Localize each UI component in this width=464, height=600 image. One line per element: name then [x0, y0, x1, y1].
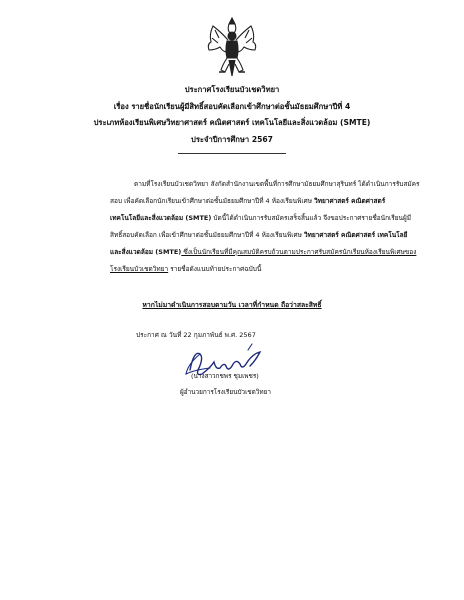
body-text: สิทธิ์สอบคัดเลือก เพื่อเข้าศึกษาต่อชั้นมัธยมศึกษาปีที่ 4 ห้องเรียนพิเศษ: [110, 231, 304, 239]
body-line-4: [110, 230, 408, 240]
school-announcement-title: ประกาศโรงเรียนบัวเชดวิทยา: [184, 85, 280, 94]
body-text: สอบ เพื่อคัดเลือกนักเรียนเข้าศึกษาต่อชั้นมัธยมศึกษาปีที่ 4 ห้องเรียนพิเศษ: [110, 197, 315, 205]
signer-position: ผู้อำนวยการโรงเรียนบัวเชดวิทยา: [180, 388, 271, 396]
body-line-3: [110, 213, 412, 223]
program-title: ประเภทห้องเรียนพิเศษวิทยาศาสตร์ คณิตศาสตร์ เทคโนโลยีและสิ่งแวดล้อม (SMTE): [93, 118, 371, 127]
signer-name: (นางสาวกชพร ชุมเพชร): [191, 372, 259, 380]
garuda-emblem-icon: [203, 14, 261, 80]
body-line-6: [110, 264, 405, 274]
body-line-2: [110, 196, 405, 206]
program-name-bold: วิทยาศาสตร์ คณิตศาสตร์ เทคโนโลยี: [303, 231, 408, 239]
body-line-1: [134, 179, 429, 189]
program-name-bold: เทคโนโลยีและสิ่งแวดล้อม (SMTE): [110, 214, 212, 222]
underlined-text: ซึ่งเป็นนักเรียนที่มีคุณสมบัติครบถ้วนตามประกาศรับสมัครนักเรียนห้องเรียนพิเศษของ: [181, 248, 417, 256]
forfeit-warning: หากไม่มาดำเนินการสอบตามวัน เวลาที่กำหนด ถือว่าสละสิทธิ์: [142, 301, 322, 309]
program-name-bold: และสิ่งแวดล้อม (SMTE): [110, 248, 182, 256]
underlined-text: โรงเรียนบัวเชดวิทยา: [110, 265, 169, 273]
announcement-date: ประกาศ ณ วันที่ 22 กุมภาพันธ์ พ.ศ. 2567: [136, 331, 256, 339]
body-text: บัดนี้ได้ดำเนินการรับสมัครเสร็จสิ้นแล้ว จึงขอประกาศรายชื่อนักเรียนผู้มี: [211, 214, 412, 222]
program-name-bold: วิทยาศาสตร์ คณิตศาสตร์: [314, 197, 386, 205]
body-line-5: [110, 247, 417, 257]
body-text: รายชื่อดังแนบท้ายประกาศฉบับนี้: [168, 265, 262, 273]
announcement-subject: เรื่อง รายชื่อนักเรียนผู้มีสิทธิ์สอบคัดเลือกเข้าศึกษาต่อชั้นมัธยมศึกษาปีที่ 4: [113, 102, 351, 111]
header-divider: [178, 153, 286, 154]
body-text: ตามที่โรงเรียนบัวเชดวิทยา สังกัดสำนักงานเขตพื้นที่การศึกษามัธยมศึกษาสุรินทร์ ได้ดำเนินการรับสมัคร: [134, 180, 420, 188]
academic-year: ประจำปีการศึกษา 2567: [191, 135, 273, 144]
